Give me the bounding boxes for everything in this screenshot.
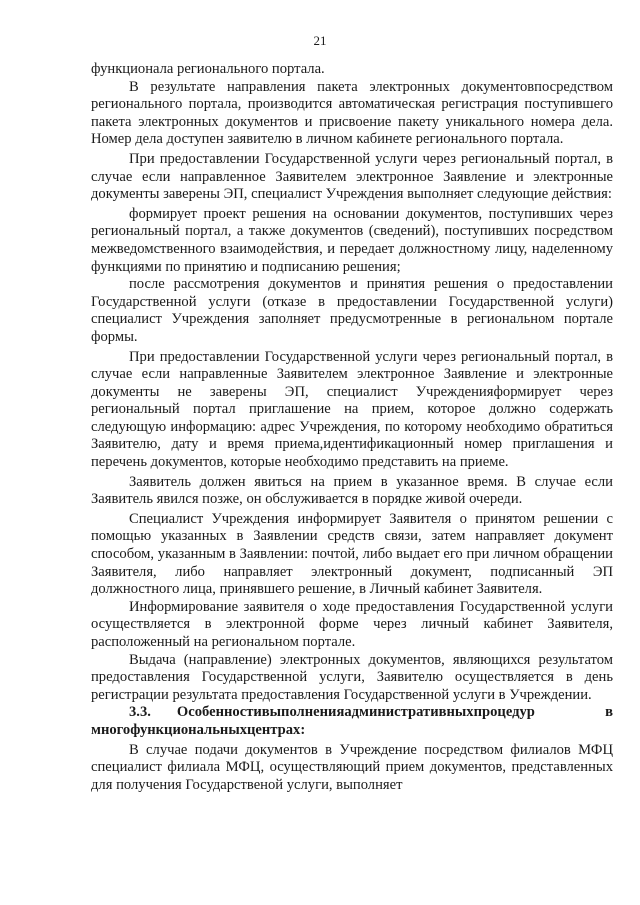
paragraph-9: Информирование заявителя о ходе предоставления Государственной услуги осуществляется в электронной форме через личный кабинет Заявителя, расположенный на региональном портале. [91,598,613,650]
section-title: Особенностивыполненияадминистративныхпроцедур в многофункциональныхцентрах: [91,704,613,738]
paragraph-1: функционала регионального портала. [91,61,325,77]
section-heading [91,704,613,739]
paragraph-4: формирует проект решения на основании документов, поступивших через региональный портал, а также документов (сведений), поступивших посредством межведомственного взаимодействия, и передает должностному лицу, наделенному функциями по принятию и подписанию решения; [91,205,613,275]
paragraph-final: В случае подачи документов в Учреждение посредством филиалов МФЦ специалист филиала МФЦ, осуществляющий прием документов, представленных для получения Государственой услуги, выполняет [91,741,613,793]
paragraph-6: При предоставлении Государственной услуги через региональный портал, в случае если направленные Заявителем электронное Заявление и электронные документы не заверены ЭП, специалист Учрежденияформирует через региональный портал приглашение на прием, которое должно содержать следующую информацию: адрес Учреждения, по которому необходимо обратиться Заявителю, дату и время приема,идентификационный номер приглашения и перечень документов, которые необходимо представить на приеме. [91,348,613,471]
paragraph-8: Специалист Учреждения информирует Заявителя о принятом решении с помощью указанных в Заявлении средств связи, затем направляет документ способом, указанным в Заявлении: почтой, либо выдает его при личном обращении Заявителя, либо направляет электронный документ, подписанный ЭП должностного лица, принявшего решение, в Личный кабинет Заявителя. [91,510,613,598]
paragraph-7: Заявитель должен явиться на прием в указанное время. В случае если Заявитель явился позже, он обслуживается в порядке живой очереди. [91,473,613,508]
document-body [91,61,613,794]
paragraph-5: после рассмотрения документов и принятия решения о предоставлении Государственной услуги (отказе в предоставлении Государственной услуги) специалист Учреждения заполняет предусмотренные в региональном портале формы. [91,276,613,345]
paragraph-10: Выдача (направление) электронных документов, являющихся результатом предоставления Государственной услуги, Заявителю осуществляется в день регистрации результата предоставления Государственной услуги в Учреждении. [91,651,613,703]
paragraph-2: В результате направления пакета электронных документовпосредством регионального портала, производится автоматическая регистрация поступившего пакета электронных документов и присвоение пакету уникального номера дела. Номер дела доступен заявителю в личном кабинете регионального портала. [91,78,613,148]
section-number: 3.3. [129,704,151,721]
paragraph-3: При предоставлении Государственной услуги через региональный портал, в случае если направленное Заявителем электронное Заявление и электронные документы заверены ЭП, специалист Учреждения выполняет следующие действия: [91,150,613,203]
page-number: 21 [313,33,327,48]
